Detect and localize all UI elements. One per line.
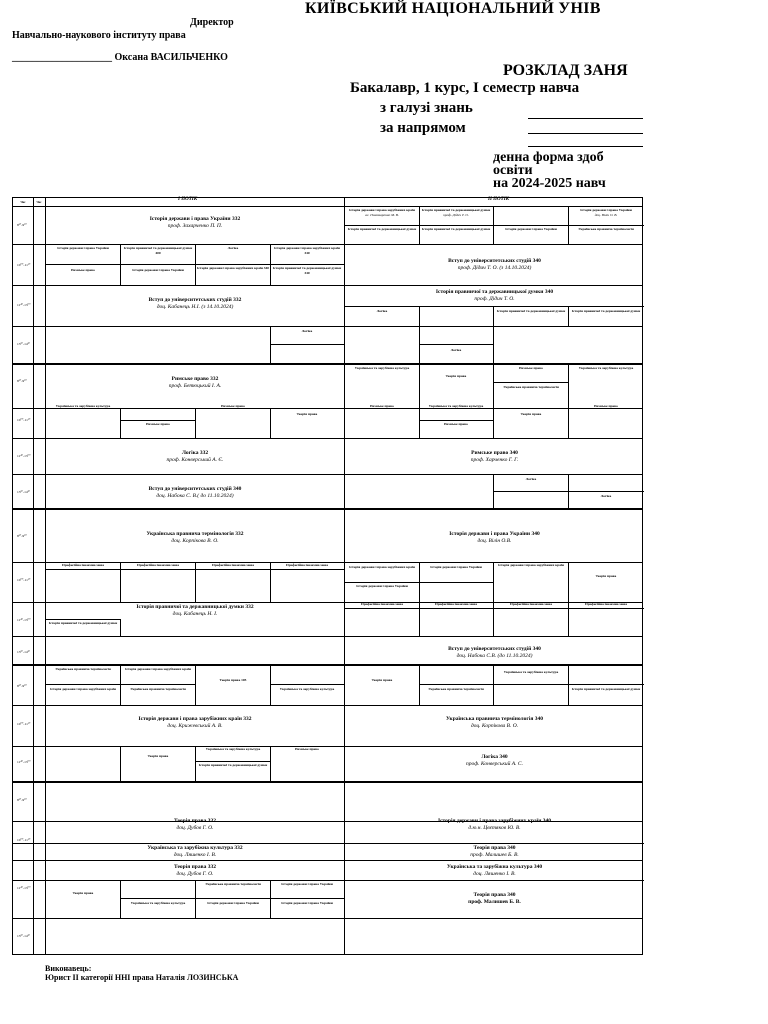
mon-p2-s1-b: Історія правничої та державницької думки 400 [123, 246, 193, 255]
thu-p3-s1-a: Теорія права [147, 754, 169, 758]
mon-p3-s2-a: Логіка [376, 309, 388, 313]
director-signature-line: ____________________ Оксана ВАСИЛЬЧЕНКО [12, 52, 228, 63]
direction-label: за напрямом [380, 120, 466, 136]
tue-p2-s1-a: Українська та зарубіжна культура [55, 404, 111, 408]
thu-p1-s1-b: Історія держави і права зарубіжних країн [125, 667, 191, 671]
tue-p4-s2-b: Логіка [600, 494, 612, 498]
mon-p1-s2-b: Історія правничої та державницької думки проф. Дідич Т. О. [421, 208, 491, 217]
wed-p3-prof-2: Професійна іноземна мова [435, 602, 477, 606]
thu-p1-s2-a: Теорія права [371, 678, 393, 682]
col-day: Час [20, 200, 26, 204]
thu-p3-stream2: Логіка 340 проф. Конверський А. С. [466, 754, 523, 767]
thu-p1-s2-c: Українська правнича термінологія [428, 687, 484, 691]
field-label: з галузі знань [380, 100, 473, 116]
wed-p2-s2-b: Історія держави і права України [430, 565, 482, 569]
tue-p1-s2-e: Українська правнича термінологія [503, 385, 559, 389]
executor-label: Виконавець: [45, 964, 92, 973]
mon-p2-s1-c: Логіка [227, 246, 239, 250]
schedule-title: РОЗКЛАД ЗАНЯ [503, 62, 628, 79]
mon-p3-s2-b: Історія правничої та державницької думки [496, 309, 566, 313]
wed-p4-stream2: Вступ до університетських студій 340 доц. Набока С.В. (до 11.10.2024) [448, 646, 541, 659]
wed-p2-prof-4: Професійна іноземна мова [286, 563, 328, 567]
direction-underline [528, 133, 643, 134]
academic-year: на 2024-2025 навч [493, 176, 606, 191]
wed-p2-prof-3: Професійна іноземна мова [212, 563, 254, 567]
wed-p2-s2-d: Теорія права [595, 574, 617, 578]
fri-p4-s1-d: Українська та зарубіжна культура [130, 901, 186, 905]
tue-p2-s1-b: Римське право [221, 404, 245, 408]
study-form: денна форма здоб [493, 150, 604, 165]
thu-p1-s2-b: Українська та зарубіжна культура [503, 670, 559, 674]
tue-p1-stream1: Римське право 332 проф. Бетюцький І. А. [168, 376, 222, 389]
tue-p2-s1-c: Теорія права [296, 412, 318, 416]
mon-p2-s1-a: Історія держави і права України [57, 246, 109, 250]
thu-p3-s1-d: Історія правничої та державницької думки [198, 763, 268, 767]
stream-1-label: І ПОТІК [178, 197, 198, 202]
mon-p2-stream2: Вступ до університетських студій 340 проф. Дідич Т. О. (з 14.10.2024) [448, 258, 541, 271]
fri-p3-stream1: Теорія права 332 доц. Дубов Г. О. [174, 864, 216, 877]
wed-p3-prof-4: Професійна іноземна мова [585, 602, 627, 606]
tue-p3-stream1: Логіка 332 проф. Конверський А. Є. [166, 450, 224, 463]
executor-name: Юрист ІІ категорії ННІ права Наталія ЛОЗИНСЬКА [45, 973, 239, 982]
wed-p3-prof-3: Професійна іноземна мова [510, 602, 552, 606]
fri-p4-s1-b: Українська правнича термінологія [205, 882, 261, 886]
thu-p1-s1-e: Українська правнича термінологія [130, 687, 186, 691]
tue-p1-s2-d: Українська та зарубіжна культура [578, 366, 634, 370]
wed-p3-prof-1: Професійна іноземна мова [361, 602, 403, 606]
thu-p1-s1-c: Теорія права 105 [219, 678, 247, 682]
fri-p4-s1-e: Історія держави і права України [207, 901, 259, 905]
thu-p3-s1-c: Римське право [295, 747, 319, 751]
fri-p4-s1-c: Історія держави і права України [281, 882, 333, 886]
wed-p2-prof-1: Професійна іноземна мова [62, 563, 104, 567]
thu-p1-s1-a: Українська правнича термінологія [55, 667, 111, 671]
director-institute: Навчально-наукового інституту права [12, 30, 186, 41]
mon-p2-s1-e: Римське право [71, 268, 95, 272]
wed-p2-s2-e: Історія держави і права України [356, 584, 408, 588]
thu-p2-stream1: Історія держави і права зарубіжних країн 332 доц. Крижевський А. В. [138, 716, 252, 729]
tue-p4-s2-a: Логіка [525, 477, 537, 481]
wed-p2-s2-a: Історія держави і права зарубіжних країн [349, 565, 415, 569]
university-title: КИЇВСЬКИЙ НАЦІОНАЛЬНИЙ УНІВ [305, 0, 601, 17]
mon-p1-s2-c2: Історія правничої та державницької думки [421, 227, 491, 231]
tue-p2-s2-b: Українська та зарубіжна культура [428, 404, 484, 408]
field-underline [528, 118, 643, 119]
col-time: Час [36, 200, 42, 204]
mon-p3-stream2: Історія правничої та державницької думки 340 проф. Дідич Т. О. [435, 289, 554, 302]
wed-p2-s2-c: Історія держави і права зарубіжних країн [498, 563, 564, 567]
stream-2-label: ІІ ПОТІК [488, 197, 510, 202]
wed-p3-stream1: Історія правничої та державницької думки 332 доц. Кабанець Н. І. [136, 604, 254, 617]
fri-p4-s1-a: Теорія права [72, 891, 94, 895]
mon-p3-s2-c: Історія правничої та державницької думки [571, 309, 641, 313]
tue-p1-s2-b: Теорія права [445, 374, 467, 378]
mon-p1-s2-f: Українська правнича термінологія [578, 227, 634, 231]
mon-p1-s2-e: Історія держави і права України доц. Вілін О. В. [580, 208, 632, 217]
wed-p1-stream1: Українська правнича термінологія 332 доц. Корпікова В. О. [146, 531, 244, 544]
fri-p1-stream2: Історія держави і права зарубіжних країн 340 д.ю.н. Цвєтяков Ю. В. [437, 818, 552, 831]
wed-p2-prof-2: Професійна іноземна мова [137, 563, 179, 567]
thu-p2-stream2: Українська правнича термінологія 340 доц. Корпікова В. О. [445, 716, 544, 729]
tue-p3-stream2: Римське право 340 проф. Харченко Г. Г. [470, 450, 519, 463]
schedule-subtitle: Бакалавр, 1 курс, I семестр навча [350, 80, 580, 96]
tue-p2-s2-e: Римське право [444, 422, 468, 426]
tue-p2-s2-c: Теорія права [520, 412, 542, 416]
fri-p2-stream1: Українська та зарубіжна культура 332 доц. Ляшенко І. В. [147, 845, 243, 858]
mon-p2-s1-d: Історія держави і права зарубіжних країн 340 [274, 246, 340, 255]
fri-p2-stream2: Теорія права 340 проф. Малишев Б. В. [470, 845, 519, 858]
wed-p3-s1-a: Історія правничої та державницької думки [48, 621, 118, 625]
tue-p2-s2-d: Римське право [594, 404, 618, 408]
tue-p1-s2-a: Українська та зарубіжна культура [354, 366, 410, 370]
mon-p4-s1-a: Логіка [301, 329, 313, 333]
mon-p1-s2-c: Історія правничої та державницької думки [347, 227, 417, 231]
tue-p2-s1-d: Римське право [146, 422, 170, 426]
study-form-2: освіти [493, 163, 533, 178]
mon-p1-stream1: Історія держави і права України 332 проф. Захарченко П. П. [149, 216, 241, 229]
thu-p1-s2-d: Історія правничої та державницької думки [571, 687, 641, 691]
fri-p1-stream1: Теорія права 332 доц. Дубов Г. О. [174, 818, 216, 831]
mon-p2-s1-h: Історія правничої та державницької думки 340 [272, 266, 342, 275]
mon-p1-s2-a: Історія держави і права зарубіжних країн ас. Пономаренко М. В. [349, 208, 415, 217]
mon-p2-s1-g: Історія держави і права зарубіжних країн 340 [197, 266, 269, 270]
director-label: Директор [190, 17, 234, 28]
fri-p4-s1-f: Історія держави і права України [281, 901, 333, 905]
fri-p4-stream2: Теорія права 340 проф. Малишев Б. В. [468, 892, 521, 905]
mon-p2-s1-f: Історія держави і права України [132, 268, 184, 272]
mon-p3-stream1: Вступ до університетських студій 332 доц. Кабанець Н.І. (з 14.10.2024) [148, 297, 242, 310]
schedule-table: І ПОТІК ІІ ПОТІК Час Час 8³⁰-9⁵⁰ 10⁰⁰-11²⁰ 11⁴⁰-13⁰⁰ 13¹⁰-14³⁰ 8³⁰-9⁵⁰ 10⁰⁰-11²⁰ 11⁴⁰-13⁰⁰ 13¹⁰-14³⁰ 8³⁰-9⁵⁰ 10⁰⁰-11²⁰ 11⁴⁰-13⁰⁰ 13¹⁰-14³⁰ 8³⁰-9⁵⁰ 10⁰⁰-11²⁰ 11⁴⁰-13⁰⁰ 8³⁰-9⁵⁰ 10⁰⁰-11²⁰ 11⁴⁰-13⁰⁰ 13¹⁰-14³⁰ Історія держави і права України 332 проф. Захарченко П. П. Історія держави і права зарубіжних країн ас. Пономаренко М. В. Історія правничої та державницької думки проф. Дідич Т. О. Історія держави і права України доц. Вілін О. В. Історія правничої та державницької думки Історія правничої та державницької думки Історія держави і права України Українська правнича термінологія Історія держави і права України Історія правничої та державницької думки 400 Логіка Історія держави і права зарубіжних країн 340 Римське право Історія держави і права України Історія держави і права зарубіжних країн 340 Історія правничої та державницької думки 340 Вступ до університетських студій 340 проф. Дідич Т. О. (з 14.10.2024) Вступ до університетських студій 332 доц. Кабанець Н.І. (з 14.10.2024) Історія правничої та державницької думки 340 проф. Дідич Т. О. Логіка Історія правничої та державницької думки Історія правничої та державницької думки Логіка Логіка Римське право 332 проф. Бетюцький І. А. Українська та зарубіжна культура Теорія права Римське право Українська та зарубіжна культура Українська правнича термінологія Українська та зарубіжна культура Римське право Теорія права Римське право Римське право Українська та зарубіжна культура Теорія права Римське право Римське право Логіка 332 проф. Конверський А. Є. Римське право 340 проф. Харченко Г. Г. Вступ до університетських студій 340 доц. Набока С. В.( до 11.10.2024) Логіка Логіка Українська правнича термінологія 332 доц. Корпікова В. О. Історія держави і права України 340 доц. Вілін О.В. Професійна іноземна мова Професійна іноземна мова Професійна іноземна мова Професійна іноземна мова Історія держави і права зарубіжних країн Історія держави і права України Історія держави і права зарубіжних країн Теорія права Історія держави і права України Історія правничої та державницької думки 332 доц. Кабанець Н. І. Історія правничої та державницької думки Професійна іноземна мова Професійна іноземна мова Професійна іноземна мова Професійна іноземна мова Вступ до університетських студій 340 доц. Набока С.В. (до 11.10.2024) Українська правнича термінологія Історія держави і права зарубіжних країн Теорія права 105 Історія держави і права зарубіжних країн Українська правнича термінологія Українська та зарубіжна культура Теорія права Українська та зарубіжна культура Українська правнича термінологія Історія правничої та державницької думки Історія держави і права зарубіжних країн 332 доц. Крижевський А. В. Українська правнича термінологія 340 доц. Корпікова В. О. Теорія права Українська та зарубіжна культура Римське право Історія правничої та державницької думки Логіка 340 проф. Конверський А. С. Теорія права 332 доц. Дубов Г. О. Історія держави і права зарубіжних країн 340 д.ю.н. Цвєтяков Ю. В. Українська та зарубіжна культура 332 доц. Ляшенко І. В. Теорія права 340 проф. Малишев Б. В. Теорія права 332 доц. Дубов Г. О. Українська та зарубіжна культура 340 доц. Ляшенко І. В. Теорія права Українська правнича термінологія Історія держави і права України Українська та зарубіжна культура Історія держави і права України Історія держави і права України Теорія права 340 проф. Малишев Б. В. [12, 197, 643, 955]
mon-p1-s2-d: Історія держави і права України [505, 227, 557, 231]
tue-p4-stream1: Вступ до університетських студій 340 доц. Набока С. В.( до 11.10.2024) [148, 486, 242, 499]
tue-p1-s2-c: Римське право [519, 366, 543, 370]
fri-p3-stream2: Українська та зарубіжна культура 340 доц. Ляшенко І. В. [446, 864, 543, 877]
thu-p3-s1-b: Українська та зарубіжна культура [205, 747, 261, 751]
tue-p2-s2-a: Римське право [370, 404, 394, 408]
thu-p1-s1-d: Історія держави і права зарубіжних країн [50, 687, 116, 691]
direction-underline-2 [528, 146, 643, 147]
wed-p1-stream2: Історія держави і права України 340 доц. Вілін О.В. [449, 531, 540, 544]
mon-p4-s2-a: Логіка [450, 348, 462, 352]
thu-p1-s1-f: Українська та зарубіжна культура [279, 687, 335, 691]
